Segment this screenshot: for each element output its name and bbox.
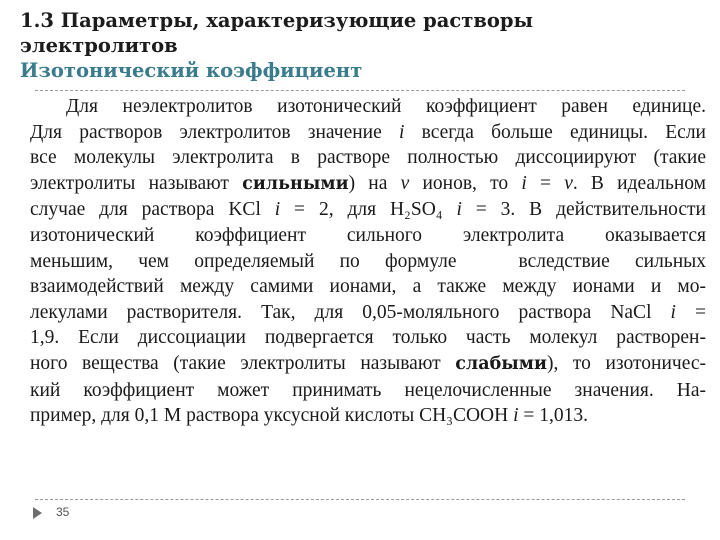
text-line: изотонический коэффициент сильного электролита оказывается <box>30 224 706 246</box>
text-line: взаимодействий между самими ионами, а также между ионами и мо- <box>30 276 706 298</box>
page-number: 35 <box>56 505 70 519</box>
bottom-divider <box>35 499 685 500</box>
text-line: Для неэлектролитов изотонический коэффициент равен единице. <box>66 96 706 117</box>
weak-electrolytes-term: слабыми <box>455 353 547 374</box>
text-line: ного вещества (такие электролиты называют слабыми), то изотоничес- <box>30 352 706 374</box>
text-line: пример, для 0,1 М раствора уксусной кислоты CH₃COOH i = 1,013. <box>30 405 589 427</box>
text-line: все молекулы электролита в растворе полностью диссоциируют (такие <box>30 147 706 169</box>
slide-title-block <box>20 8 700 83</box>
text-line: кий коэффициент может принимать нецелочисленные значения. На- <box>30 379 706 401</box>
text-line: меньшим, чем определяемый по формуле вследствие сильных <box>30 250 707 272</box>
body-paragraph <box>30 94 706 429</box>
slide-title-line-2: электролитов <box>20 34 178 57</box>
strong-electrolytes-term: сильными <box>242 173 349 194</box>
footer-arrow-icon <box>33 507 42 519</box>
slide-title-line-1: 1.3 Параметры, характеризующие растворы <box>20 9 534 32</box>
text-line: случае для раствора KCl i = 2, для H₂SO₄ i = 3. В действительности <box>30 199 706 221</box>
text-line: 1,9. Если диссоциации подвергается только часть молекул растворен- <box>30 327 706 349</box>
text-line: Для растворов электролитов значение i всегда больше единицы. Если <box>30 121 706 143</box>
slide-subtitle: Изотонический коэффициент <box>20 59 363 82</box>
text-line: лекулами растворителя. Так, для 0,05-моляльного раствора NaCl i = <box>30 301 706 323</box>
top-divider <box>35 90 685 91</box>
text-line: электролиты называют сильными) на ν ионов, то i = ν. В идеальном <box>30 172 707 194</box>
